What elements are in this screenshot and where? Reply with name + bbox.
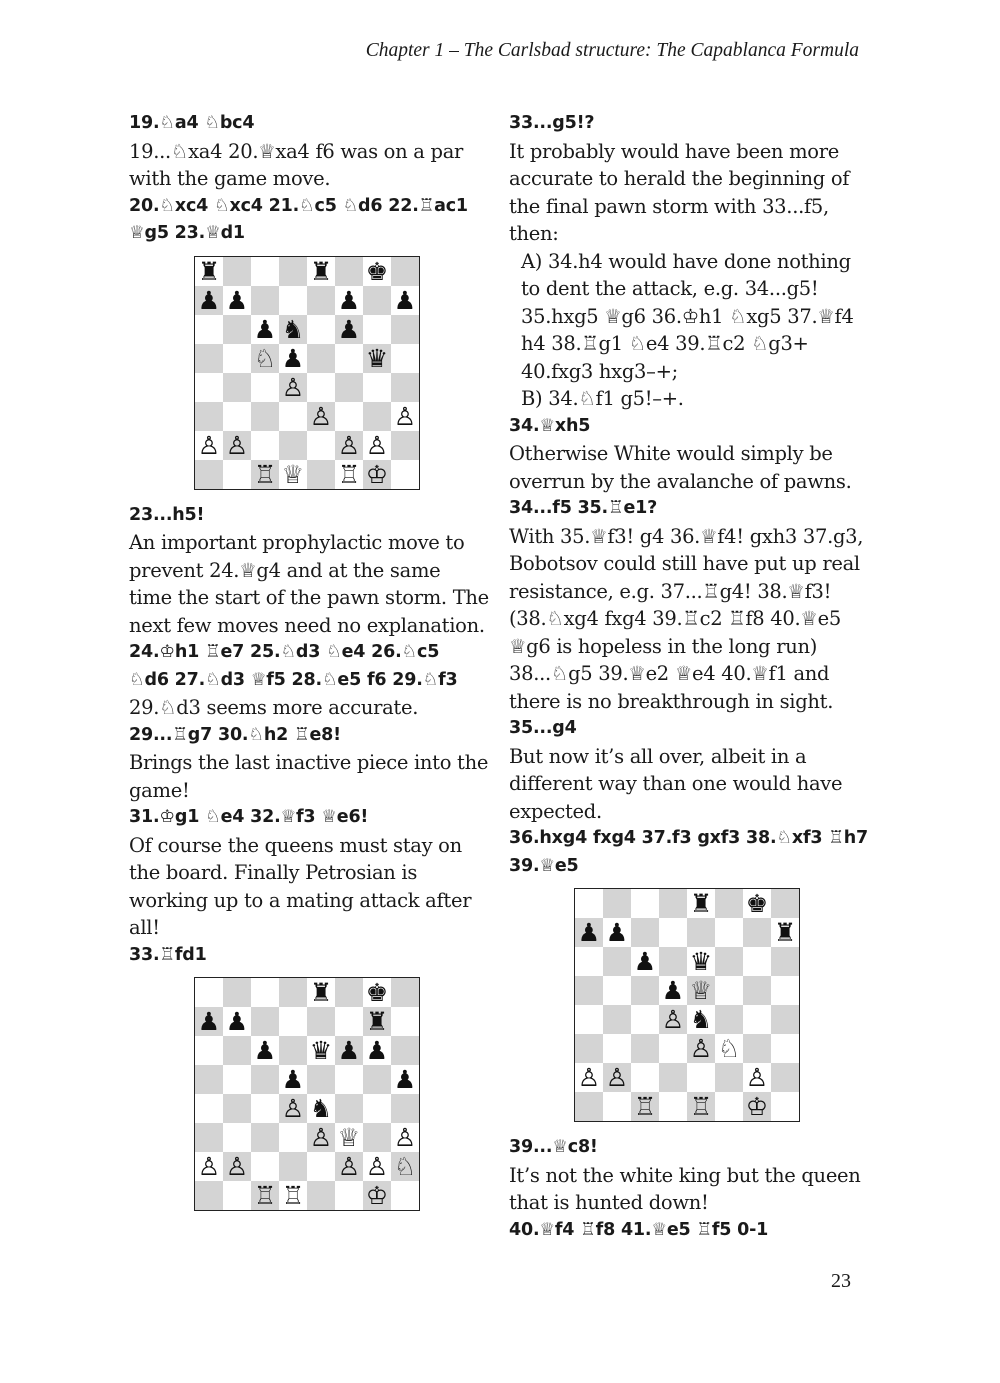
- board-square: [743, 918, 771, 947]
- board-square-piece: ♙: [659, 1005, 687, 1034]
- board-square-piece: ♟: [391, 286, 419, 315]
- board-square: [251, 1065, 279, 1094]
- board-square: [715, 1063, 743, 1092]
- board-square-piece: ♟: [363, 1036, 391, 1065]
- board-square-piece: ♙: [687, 1034, 715, 1063]
- board-square: [251, 1123, 279, 1152]
- move-notation: 33.♖fd1: [129, 944, 207, 965]
- board-square: [251, 1007, 279, 1036]
- board-square: [223, 344, 251, 373]
- board-square: [363, 373, 391, 402]
- board-square: [659, 1092, 687, 1121]
- move-notation: 20.♘xc4 ♘xc4 21.♘c5 ♘d6 22.♖ac1: [129, 195, 468, 216]
- board-square: [363, 1123, 391, 1152]
- board-square: [575, 1034, 603, 1063]
- board-square: [659, 1063, 687, 1092]
- board-square: [715, 976, 743, 1005]
- chess-diagram: [574, 888, 800, 1122]
- board-square-piece: ♔: [743, 1092, 771, 1121]
- board-square: [307, 1152, 335, 1181]
- board-square: [307, 1007, 335, 1036]
- right-column: [509, 110, 869, 1244]
- board-square: [307, 431, 335, 460]
- page-number: 23: [831, 1270, 851, 1292]
- board-square-piece: ♟: [223, 286, 251, 315]
- board-square: [391, 315, 419, 344]
- move-notation: ♕g5 23.♕d1: [129, 223, 245, 243]
- board-square: [279, 402, 307, 431]
- board-square-piece: ♛: [687, 947, 715, 976]
- move-notation: 34...f5 35.♖e1?: [509, 498, 658, 518]
- board-square-piece: ♟: [251, 315, 279, 344]
- board-square-piece: ♙: [195, 1152, 223, 1181]
- board-square: [715, 947, 743, 976]
- annotation-text: Otherwise White would simply be overrun by the avalanche of pawns.: [509, 442, 852, 493]
- board-square-piece: ♘: [715, 1034, 743, 1063]
- board-square: [279, 978, 307, 1007]
- board-square-piece: ♟: [603, 918, 631, 947]
- board-square-piece: ♟: [279, 344, 307, 373]
- board-square-piece: ♘: [251, 344, 279, 373]
- board-square-piece: ♙: [363, 1152, 391, 1181]
- move-notation: 39.♕e5: [509, 855, 579, 876]
- board-square: [335, 1065, 363, 1094]
- board-square: [771, 947, 799, 976]
- board-square: [279, 431, 307, 460]
- board-square-piece: ♛: [307, 1036, 335, 1065]
- board-square: [195, 1123, 223, 1152]
- board-square: [223, 373, 251, 402]
- board-square: [251, 286, 279, 315]
- board-square-piece: ♙: [575, 1063, 603, 1092]
- board-square: [251, 978, 279, 1007]
- move-notation: 33...g5!?: [509, 113, 595, 133]
- annotation-text: Of course the queens must stay on the board. Finally Petrosian is working up to a mating attack after all!: [129, 833, 472, 939]
- board-square-piece: ♜: [771, 918, 799, 947]
- board-square-piece: ♞: [307, 1094, 335, 1123]
- board-square-piece: ♖: [335, 460, 363, 489]
- board-square: [659, 918, 687, 947]
- board-square: [223, 1036, 251, 1065]
- board-square: [631, 1005, 659, 1034]
- board-square-piece: ♜: [363, 1007, 391, 1036]
- annotation-text: It probably would have been more accurate to herald the beginning of the final pawn storm with 33...f5, then:: [509, 139, 850, 245]
- board-square-piece: ♙: [603, 1063, 631, 1092]
- board-square-piece: ♟: [195, 1007, 223, 1036]
- board-square: [223, 257, 251, 286]
- board-square: [391, 431, 419, 460]
- board-square: [687, 1063, 715, 1092]
- board-square: [307, 315, 335, 344]
- board-square: [279, 1123, 307, 1152]
- board-square: [363, 402, 391, 431]
- board-square: [307, 373, 335, 402]
- board-square: [335, 1181, 363, 1210]
- board-square-piece: ♙: [223, 1152, 251, 1181]
- board-square: [743, 947, 771, 976]
- board-square-piece: ♙: [743, 1063, 771, 1092]
- board-square-piece: ♟: [251, 1036, 279, 1065]
- annotation-text: A) 34.h4 would have done nothing to dent the attack, e.g. 34...g5! 35.hxg5 ♕g6 36.♔h1 ♘xg5 37.♕f4 h4 38.♖g1 ♘e4 39.♖c2 ♘g3+ 40.fxg3 hxg3–+;: [521, 249, 854, 383]
- annotation-text: 19...♘xa4 20.♕xa4 f6 was on a par with the game move.: [129, 139, 464, 190]
- board-square: [771, 976, 799, 1005]
- board-square: [251, 1094, 279, 1123]
- board-square: [603, 1092, 631, 1121]
- board-square-piece: ♞: [687, 1005, 715, 1034]
- board-square-piece: ♜: [687, 889, 715, 918]
- board-square: [195, 460, 223, 489]
- board-square: [603, 1034, 631, 1063]
- board-square: [307, 1181, 335, 1210]
- board-square: [603, 889, 631, 918]
- board-square-piece: ♖: [687, 1092, 715, 1121]
- board-square-piece: ♖: [631, 1092, 659, 1121]
- annotation-text: B) 34.♘f1 g5!–+.: [521, 387, 684, 410]
- board-square: [575, 1092, 603, 1121]
- board-square-piece: ♟: [335, 286, 363, 315]
- board-square: [195, 1036, 223, 1065]
- annotation-text: Brings the last inactive piece into the game!: [129, 751, 489, 802]
- board-square: [391, 1007, 419, 1036]
- move-notation: 31.♔g1 ♘e4 32.♕f3 ♕e6!: [129, 807, 369, 827]
- board-square: [307, 1065, 335, 1094]
- board-square: [195, 373, 223, 402]
- board-square: [391, 344, 419, 373]
- board-square: [251, 402, 279, 431]
- board-square: [335, 402, 363, 431]
- board-square: [659, 947, 687, 976]
- board-square: [279, 1152, 307, 1181]
- board-square: [743, 1005, 771, 1034]
- board-square: [743, 976, 771, 1005]
- board-square: [251, 257, 279, 286]
- board-square: [743, 1034, 771, 1063]
- board-square-piece: ♟: [195, 286, 223, 315]
- board-square: [223, 460, 251, 489]
- board-square: [631, 1034, 659, 1063]
- board-square: [391, 257, 419, 286]
- board-square-piece: ♖: [279, 1181, 307, 1210]
- board-square: [279, 1036, 307, 1065]
- board-square: [195, 1094, 223, 1123]
- board-square: [659, 1034, 687, 1063]
- board-square: [391, 373, 419, 402]
- board-square-piece: ♜: [195, 257, 223, 286]
- board-square: [335, 1007, 363, 1036]
- board-square: [251, 373, 279, 402]
- board-square: [771, 1005, 799, 1034]
- board-square-piece: ♜: [307, 978, 335, 1007]
- board-square: [771, 889, 799, 918]
- board-square: [195, 1065, 223, 1094]
- board-square-piece: ♟: [575, 918, 603, 947]
- board-square-piece: ♟: [335, 315, 363, 344]
- board-square-piece: ♙: [223, 431, 251, 460]
- move-notation: 36.hxg4 fxg4 37.f3 gxf3 38.♘xf3 ♖h7: [509, 828, 869, 848]
- board-square: [391, 1094, 419, 1123]
- board-square: [715, 1005, 743, 1034]
- running-header: Chapter 1 – The Carlsbad structure: The Capablanca Formula: [365, 40, 859, 61]
- board-square: [771, 1063, 799, 1092]
- annotation-text: With 35.♕f3! g4 36.♕f4! gxh3 37.g3, Bobotsov could still have put up real resistance, e.g. 37...♖g4! 38.♕f3! (38.♘xg4 fxg4 39.♖c2 ♖f8 40.♕e5 ♕g6 is hopeless in the long run) 38...♘g5 39.♕e2 ♕e4 40.♕f1 and there is no breakthrough in sight.: [509, 524, 864, 713]
- board-square-piece: ♖: [251, 1181, 279, 1210]
- board-square: [251, 1152, 279, 1181]
- board-square: [335, 1094, 363, 1123]
- board-square-piece: ♕: [335, 1123, 363, 1152]
- board-square-piece: ♔: [363, 460, 391, 489]
- move-notation: 34.♕xh5: [509, 415, 591, 436]
- move-notation: 40.♕f4 ♖f8 41.♕e5 ♖f5 0-1: [509, 1219, 769, 1240]
- board-square: [223, 1181, 251, 1210]
- left-column: [129, 110, 489, 1223]
- board-square: [363, 315, 391, 344]
- board-square-piece: ♙: [195, 431, 223, 460]
- board-square-piece: ♕: [279, 460, 307, 489]
- board-square-piece: ♙: [363, 431, 391, 460]
- annotation-text: An important prophylactic move to prevent 24.♕g4 and at the same time the start of the pawn storm. The next few moves need no explanation.: [129, 531, 489, 637]
- board-square-piece: ♟: [335, 1036, 363, 1065]
- board-square: [223, 402, 251, 431]
- board-square: [771, 1034, 799, 1063]
- board-square-piece: ♜: [307, 257, 335, 286]
- board-square: [307, 344, 335, 373]
- board-square: [603, 1005, 631, 1034]
- board-square-piece: ♖: [251, 460, 279, 489]
- board-square: [335, 257, 363, 286]
- board-square-piece: ♙: [307, 1123, 335, 1152]
- annotation-text: But now it’s all over, albeit in a different way than one would have expected.: [509, 744, 843, 823]
- board-square: [391, 1036, 419, 1065]
- board-square: [195, 315, 223, 344]
- board-square-piece: ♚: [363, 978, 391, 1007]
- board-square-piece: ♙: [279, 373, 307, 402]
- board-square-piece: ♛: [363, 344, 391, 373]
- board-square: [223, 1094, 251, 1123]
- move-notation: 39...♕c8!: [509, 1137, 598, 1157]
- board-square-piece: ♕: [687, 976, 715, 1005]
- board-square: [223, 1065, 251, 1094]
- board-square-piece: ♞: [279, 315, 307, 344]
- board-square-piece: ♟: [223, 1007, 251, 1036]
- board-square-piece: ♟: [659, 976, 687, 1005]
- board-square: [575, 947, 603, 976]
- board-square-piece: ♙: [307, 402, 335, 431]
- board-square-piece: ♘: [391, 1152, 419, 1181]
- board-square: [195, 1181, 223, 1210]
- board-square: [363, 1094, 391, 1123]
- board-square: [575, 1005, 603, 1034]
- board-square: [307, 286, 335, 315]
- board-square-piece: ♙: [335, 1152, 363, 1181]
- board-square: [363, 1065, 391, 1094]
- board-square: [631, 1063, 659, 1092]
- chess-diagram: [194, 256, 420, 490]
- board-square: [363, 286, 391, 315]
- board-square: [575, 889, 603, 918]
- annotation-text: It’s not the white king but the queen that is hunted down!: [509, 1163, 861, 1214]
- board-square-piece: ♚: [743, 889, 771, 918]
- board-square: [687, 918, 715, 947]
- board-square: [391, 460, 419, 489]
- move-notation: 24.♔h1 ♖e7 25.♘d3 ♘e4 26.♘c5: [129, 642, 440, 662]
- move-notation: 29...♖g7 30.♘h2 ♖e8!: [129, 724, 341, 745]
- board-square-piece: ♟: [279, 1065, 307, 1094]
- board-square: [631, 976, 659, 1005]
- board-square: [715, 1092, 743, 1121]
- board-square: [715, 889, 743, 918]
- chess-diagram: [194, 977, 420, 1211]
- board-square: [335, 978, 363, 1007]
- board-square-piece: ♙: [335, 431, 363, 460]
- board-square-piece: ♙: [279, 1094, 307, 1123]
- board-square: [391, 1181, 419, 1210]
- board-square: [279, 1007, 307, 1036]
- board-square: [603, 947, 631, 976]
- move-notation: 23...h5!: [129, 504, 205, 525]
- move-notation: ♘d6 27.♘d3 ♕f5 28.♘e5 f6 29.♘f3: [129, 669, 458, 690]
- board-square: [715, 918, 743, 947]
- board-square-piece: ♟: [391, 1065, 419, 1094]
- board-square-piece: ♚: [363, 257, 391, 286]
- board-square: [223, 978, 251, 1007]
- board-square: [335, 373, 363, 402]
- board-square: [603, 976, 631, 1005]
- board-square: [223, 1123, 251, 1152]
- board-square: [279, 286, 307, 315]
- board-square: [391, 978, 419, 1007]
- board-square-piece: ♙: [391, 1123, 419, 1152]
- board-square: [195, 402, 223, 431]
- board-square-piece: ♟: [631, 947, 659, 976]
- board-square-piece: ♔: [363, 1181, 391, 1210]
- board-square: [631, 918, 659, 947]
- board-square: [223, 315, 251, 344]
- board-square: [335, 344, 363, 373]
- board-square: [279, 257, 307, 286]
- board-square: [771, 1092, 799, 1121]
- annotation-text: 29.♘d3 seems more accurate.: [129, 696, 419, 719]
- board-square: [195, 344, 223, 373]
- board-square: [195, 978, 223, 1007]
- move-notation: 19.♘a4 ♘bc4: [129, 113, 255, 133]
- board-square: [307, 460, 335, 489]
- board-square: [251, 431, 279, 460]
- board-square: [631, 889, 659, 918]
- board-square: [659, 889, 687, 918]
- board-square-piece: ♙: [391, 402, 419, 431]
- board-square: [575, 976, 603, 1005]
- move-notation: 35...g4: [509, 718, 577, 738]
